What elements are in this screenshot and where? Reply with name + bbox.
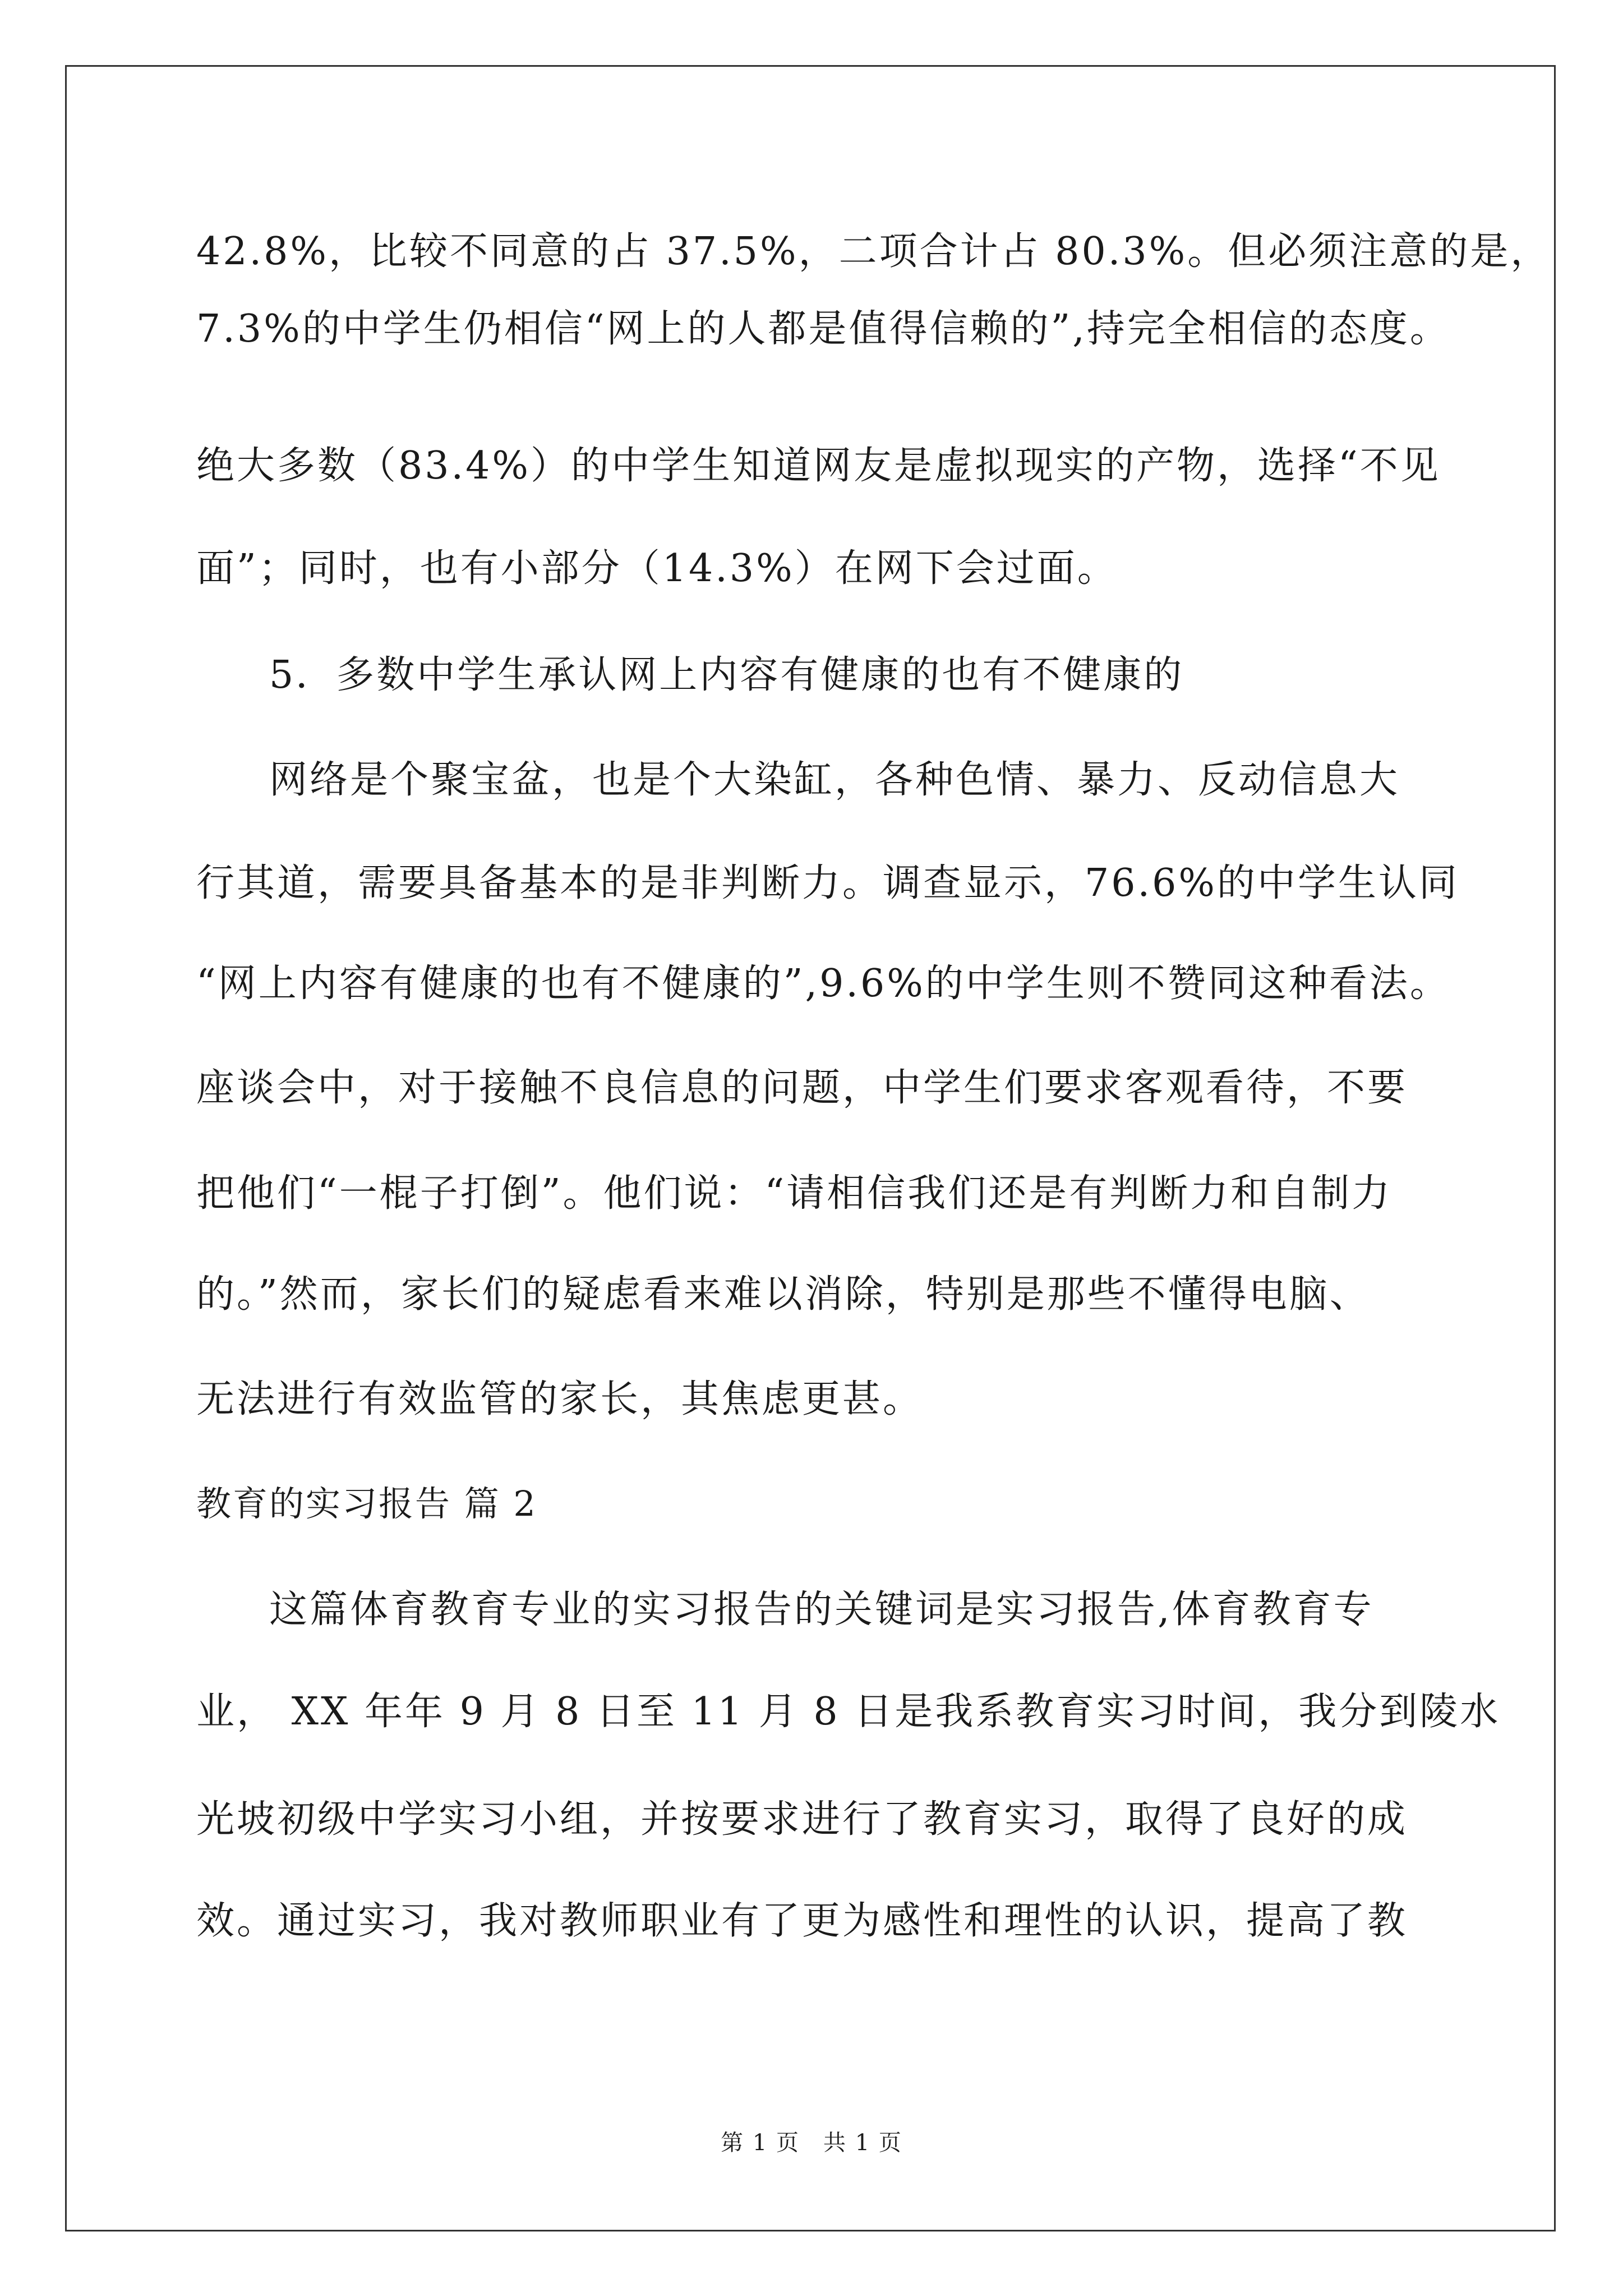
text-line: 绝大多数（83.4%）的中学生知道网友是虚拟现实的产物，选择“不见: [196, 444, 1441, 488]
text-line: 无法进行有效监管的家长，其焦虑更甚。: [196, 1377, 924, 1421]
text-line: 42.8%，比较不同意的占 37.5%，二项合计占 80.3%。但必须注意的是，: [196, 229, 1551, 274]
text-line: 面”；同时，也有小部分（14.3%）在网下会过面。: [196, 546, 1118, 591]
section-title: 教育的实习报告 篇 2: [196, 1483, 537, 1524]
text-line: 光坡初级中学实习小组，并按要求进行了教育实习，取得了良好的成: [196, 1797, 1408, 1842]
text-line: 7.3%的中学生仍相信“网上的人都是值得信赖的”,持完全相信的态度。: [196, 307, 1450, 351]
paragraph-first-line: 这篇体育教育专业的实习报告的关键词是实习报告,体育教育专: [269, 1588, 1374, 1632]
text-line: “网上内容有健康的也有不健康的”,9.6%的中学生则不赞同这种看法。: [196, 961, 1450, 1006]
text-line: 把他们“一棍子打倒”。他们说：“请相信我们还是有判断力和自制力: [196, 1171, 1393, 1216]
text-line: 座谈会中，对于接触不良信息的问题，中学生们要求客观看待，不要: [196, 1066, 1408, 1110]
paragraph-first-line: 网络是个聚宝盆，也是个大染缸，各种色情、暴力、反动信息大: [269, 758, 1400, 802]
text-line: 行其道，需要具备基本的是非判断力。调查显示，76.6%的中学生认同: [196, 861, 1460, 905]
text-line: 的。”然而，家长们的疑虑看来难以消除，特别是那些不懂得电脑、: [196, 1272, 1370, 1317]
section-heading: 5．多数中学生承认网上内容有健康的也有不健康的: [269, 653, 1184, 697]
text-line: 效。通过实习，我对教师职业有了更为感性和理性的认识，提高了教: [196, 1899, 1408, 1943]
text-line: 业， XX 年年 9 月 8 日至 11 月 8 日是我系教育实习时间，我分到陵水: [196, 1690, 1501, 1734]
page-footer: 第 1 页 共 1 页: [721, 2130, 902, 2156]
